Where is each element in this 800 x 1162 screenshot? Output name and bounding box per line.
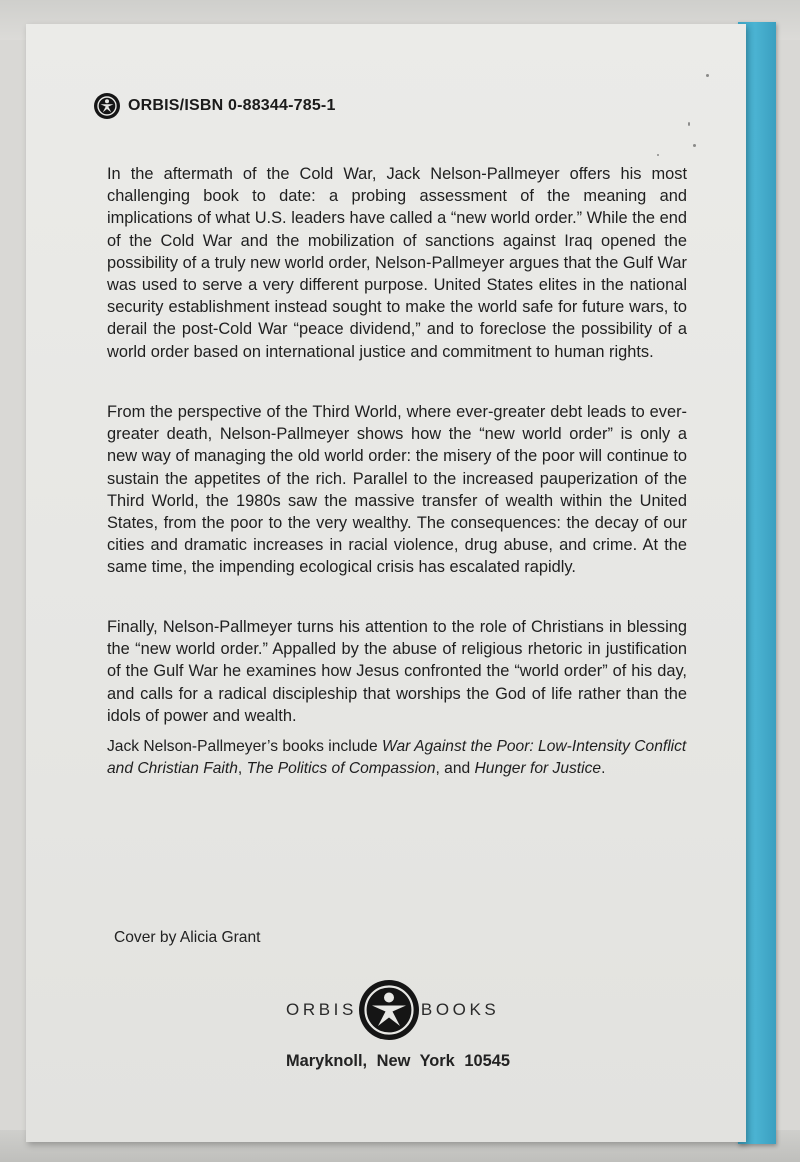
dust-speck [657, 154, 659, 156]
description-paragraph-3: Finally, Nelson-Pallmeyer turns his attention to the role of Christians in blessing the “new world order.” Appalled by the abuse of religious rhetoric in justification of the Gulf War he examines how Jesus confronted the “world order” of his day, and calls for a radical discipleship that worships the God of life rather than the idols of power and wealth. [107, 618, 687, 725]
cover-credit: Cover by Alicia Grant [114, 929, 261, 946]
dust-speck [693, 144, 696, 147]
publisher-word-right: BOOKS [420, 1000, 500, 1019]
books-separator: , and [435, 759, 475, 777]
orbis-books-logo-icon [359, 980, 419, 1040]
books-end: . [601, 759, 606, 777]
isbn-number: ORBIS/ISBN 0-88344-785-1 [128, 97, 336, 114]
dust-speck [688, 122, 690, 126]
book-title: War Against the Poor: Low-Intensity Conflict and Christian Faith [107, 738, 687, 777]
isbn-line [94, 91, 336, 121]
book-title: Hunger for Justice [474, 759, 602, 777]
book-title: The Politics of Compassion [246, 759, 436, 777]
description-paragraph-2: From the perspective of the Third World, where ever-greater debt leads to ever-greater death, Nelson-Pallmeyer shows how the “new world order” is only a new way of managing the old world order: the misery of the poor will continue to sustain the appetites of the rich. Parallel to the increased pauperization of the Third World, the 1980s saw the massive transfer of wealth within the United States, from the poor to the very wealthy. The consequences: the decay of our cities and dramatic increases in racial violence, drug abuse, and crime. At the same time, the impending ecological crisis has escalated rapidly. [107, 403, 687, 577]
books-intro: Jack Nelson-Pallmeyer’s books include [107, 738, 383, 755]
books-separator: , [237, 759, 247, 777]
publisher-logo-row [286, 980, 499, 1040]
orbis-logo-icon [94, 93, 120, 119]
author-books-paragraph [107, 736, 687, 779]
publisher-word-left: ORBIS [286, 1000, 357, 1019]
description-paragraph-1: In the aftermath of the Cold War, Jack Nelson-Pallmeyer offers his most challenging book to date: a probing assessment of the meaning and implications of what U.S. leaders have called a “new world order.” While the end of the Cold War and the mobilization of sanctions against Iraq opened the possibility of a truly new world order, Nelson-Pallmeyer argues that the Gulf War was used to serve a very different purpose. United States elites in the national security establishment instead sought to make the world safe for future wars, to derail the post-Cold War “peace dividend,” and to foreclose the possibility of a world order based on international justice and commitment to human rights. [107, 165, 687, 361]
dust-speck [706, 74, 709, 77]
publisher-address: Maryknoll, New York 10545 [286, 1052, 510, 1070]
